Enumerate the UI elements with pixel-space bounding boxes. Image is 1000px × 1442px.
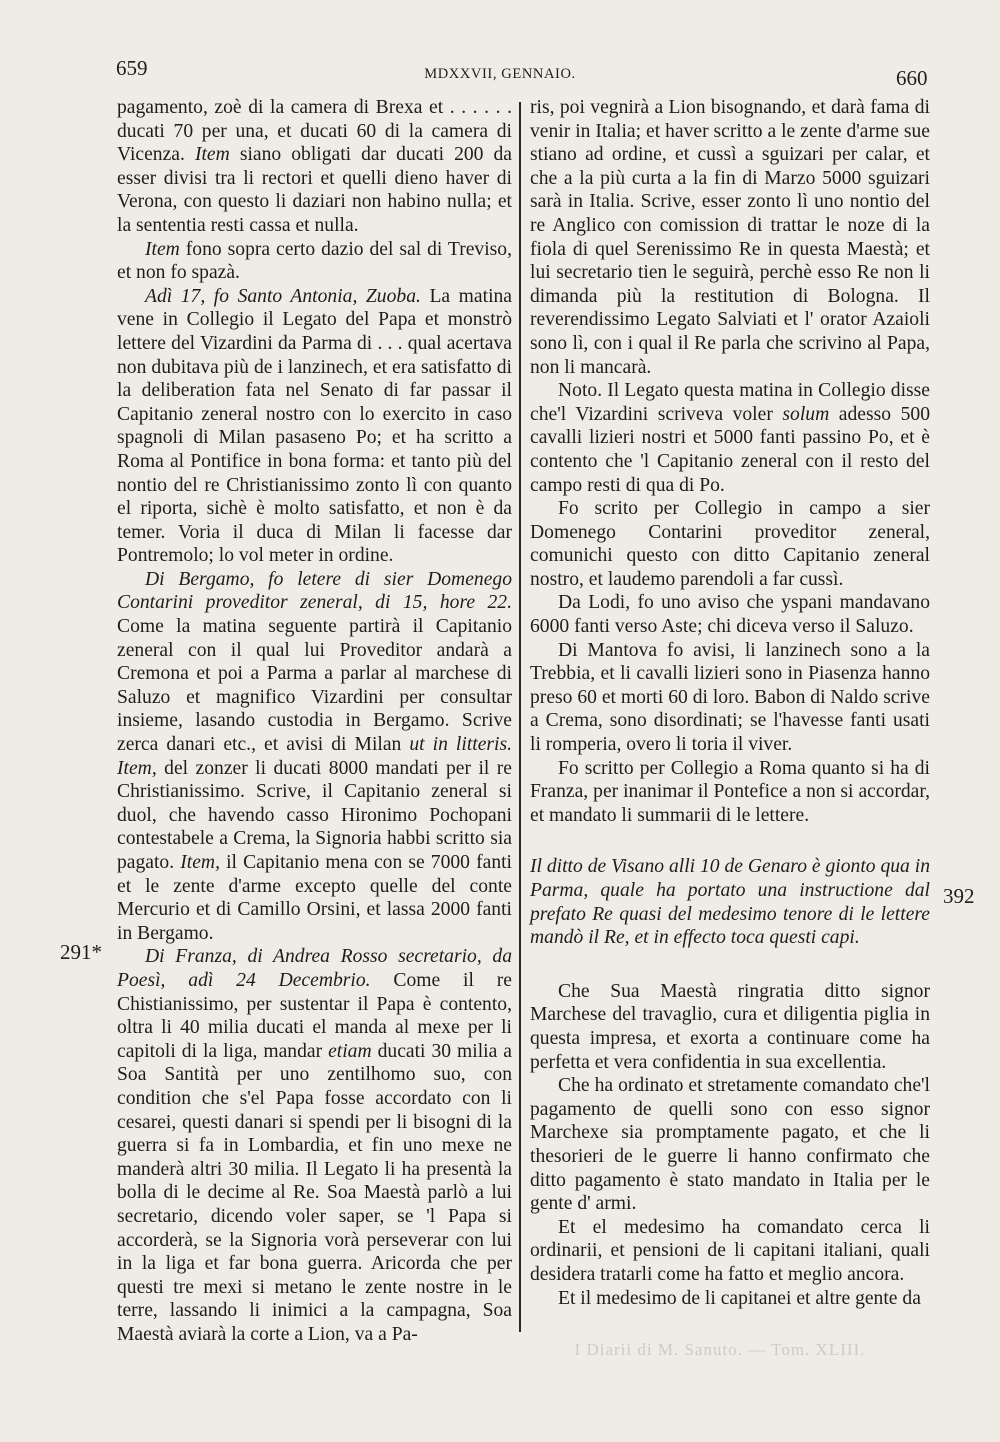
paragraph: Che ha ordinato et stretamente comandato che'l pagamento de quelli sono con esso signor Marchexe sia promptamente pagato, et che li thesorieri de le guerre li hanno confirmato che ditto pagamento è stato mandato in Italia per le gente d' armi. <box>530 1075 930 1215</box>
running-title: MDXXVII, GENNAIO. <box>424 66 576 82</box>
right-column <box>530 96 930 1310</box>
paragraph: Che Sua Maestà ringratia ditto signor Marchese del travaglio, cura et diligentia piglia in questa impresa, et exorta a continuare come ha perfetta et vera confidentia in sua excellentia. <box>530 980 930 1073</box>
paragraph: Item fono sopra certo dazio del sal di Treviso, et non fo spazà. <box>117 238 512 284</box>
margin-note-right: 392 <box>943 884 975 908</box>
paragraph: Et el medesimo ha comandato cerca li ordinarii, et pensioni de li capitani italiani, quali desidera tratarli come ha fatto et meglio ancora. <box>530 1216 930 1285</box>
page-number-left: 659 <box>116 56 148 80</box>
paragraph: pagamento, zoè di la camera di Brexa et . . . . . . ducati 70 per una, et ducati 60 di la camera di Vicenza. Item siano obligati dar ducati 200 da esser divisi tra li rectori et quelli dieno haver di Verona, con questo li daziari non habino nulla; et la sententia resti cassa et nulla. <box>117 97 512 236</box>
paragraph: Adì 17, fo Santo Antonia, Zuoba. La matina vene in Collegio il Legato del Papa et monstrò lettere del Vizardini da Parma di . . . qual acertava non dubitava più de i lanzinech, et era satisfatto di la deliberation fata nel Senato di far passar il Capitanio zeneral nostro con lo exercito in caso spagnoli di Milan pasaseno Po; et ha scritto a Roma al Pontifice in bona forma: et tanto più del nontio del re Christianissimo zonto lì con quanto el riporta, sichè è molto satisfatto, et non è da temer. Voria il duca di Milan li facesse dar Pontremolo; lo vol meter in ordine. <box>117 285 513 567</box>
paragraph: ris, poi vegnirà a Lion bisognando, et darà fama di venir in Italia; et haver scritto a le zente d'arme sue stiano ad ordine, et cussì a sguizari per calar, et che a la più curta a la fin di Marzo 5000 sguizari sarà in Italia. Scrive, esser zonto lì uno nontio del re Anglico con comission di trattar le noze di la fiola di quel Serenissimo Re in questa Maestà; et lui secretario tien le seguirà, perchè esso Re non li dimanda più la restitution di Bologna. Il reverendissimo Legato Salviati et l' orator Azaioli sono lì, con i qual il Re parla che scrivino al Papa, non li mancarà. <box>530 97 930 378</box>
bleed-through-footer: I Diarii di M. Sanuto. — Tom. XLIII. <box>574 1340 866 1359</box>
paragraph: Da Lodi, fo uno aviso che yspani mandavano 6000 fanti verso Aste; chi diceva verso il Saluzo. <box>530 592 930 638</box>
paragraph: Fo scritto per Collegio a Roma quanto si ha di Franza, per inanimar il Pontefice a non si accordar, et mandato li summarii di le lettere. <box>530 757 930 826</box>
paragraph: Di Franza, di Andrea Rosso secretario, da Poesì, adì 24 Decembrio. Come il re Chistianissimo, per sustentar il Papa è contento, oltra li 40 milia ducati el manda al mexe per li capitoli di la liga, mandar etiam ducati 30 milia a Soa Santità per uno zentilhomo suo, con condition che s'el Papa fosse accordato con li cesarei, questi danari si spendi per li bisogni di la guerra si fa in Lombardia, et fin uno mexe ne manderà altri 30 milia. Il Legato li ha presentà la bolla di le decime al Re. Soa Maestà parlò a lui secretario, dicendo voler saper, se 'l Papa si accorderà, se la Signoria vorà perseverar con lui in la liga et far bona guerra. Aricorda che per questi tre mexi si metano le zente nostre in le terre, lassando li inimici a la campagna, Soa Maestà aviarà la corte a Lion, va a Pa- <box>117 946 512 1345</box>
page-number-right: 660 <box>896 66 928 90</box>
paragraph: Et il medesimo de li capitanei et altre gente da <box>558 1287 921 1309</box>
column-divider <box>519 102 521 1332</box>
paragraph: Noto. Il Legato questa matina in Collegio disse che'l Vizardini scriveva voler solum adesso 500 cavalli lizieri nostri et 5000 fanti passino Po, et è contento che 'l Capitanio zeneral con il resto del campo resti di qua di Po. <box>530 380 930 496</box>
margin-note-left: 291* <box>60 940 102 964</box>
paragraph: Di Mantova fo avisi, li lanzinech sono a la Trebbia, et li cavalli lizieri sono in Piasenza hanno preso 60 et morti 60 di loro. Babon di Naldo scrive a Crema, sono disordinati; se l'havesse fanti usati li romperia, overo li toria il viver. <box>530 639 930 756</box>
italic-heading-paragraph: Il ditto de Visano alli 10 de Genaro è gionto qua in Parma, quale ha portato una instructione dal prefato Re quasi del medesimo tenore di le lettere mandò il Re, et in effecto toca questi capi. <box>530 856 930 949</box>
left-column <box>117 96 512 1346</box>
paragraph: Fo scrito per Collegio in campo a sier Domenego Contarini proveditor zeneral, comunichi questo con ditto Capitanio zeneral nostro, et laudemo parendoli a far cussì. <box>530 498 930 590</box>
paragraph: Di Bergamo, fo letere di sier Domenego Contarini proveditor zeneral, di 15, hore 22. Come la matina seguente partirà il Capitanio zeneral con il qual lui Proveditor andarà a Cremona et poi a Parma a parlar al marchese di Saluzo et magnifico Vizardini per consultar insieme, lasando custodia in Bergamo. Scrive zerca danari etc., et avisi di Milan ut in litteris. Item, del zonzer li ducati 8000 mandati per il re Christianissimo. Scrive, il Capitanio zeneral si duol, che havendo casso Hironimo Pochopani contestabele a Crema, la Signoria habbi scritto sia pagato. Item, il Capitanio mena con se 7000 fanti et le zente d'arme excepto quelle del conte Mercurio et di Camillo Orsini, et lassa 2000 fanti in Bergamo. <box>117 568 512 944</box>
